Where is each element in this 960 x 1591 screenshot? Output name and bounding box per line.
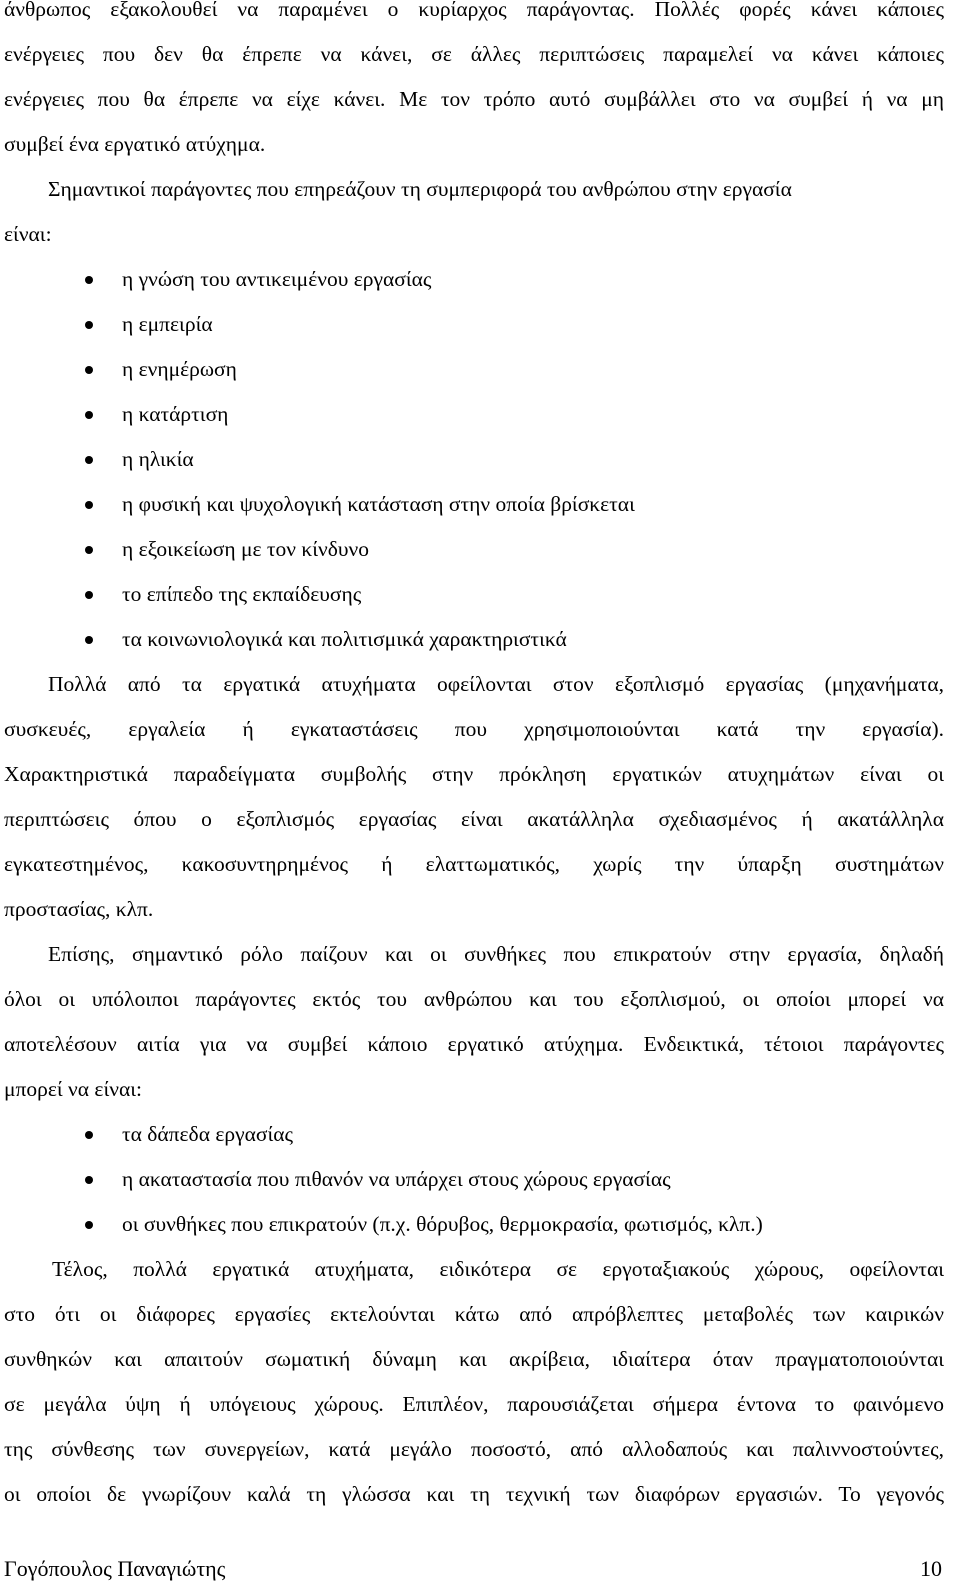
text-line: είναι: <box>4 222 52 246</box>
bullet-icon <box>85 546 93 554</box>
list-item: η γνώση του αντικειμένου εργασίας <box>4 257 944 302</box>
text-line: αποτελέσουν αιτία για να συμβεί κάποιο εργατικό ατύχημα. Ενδεικτικά, τέτοιοι παράγοντες <box>4 1032 944 1056</box>
paragraph-behavior-factors <box>4 167 944 257</box>
bullet-icon <box>85 276 93 284</box>
paragraph-weather-workers <box>4 1247 944 1517</box>
text-line: συσκευές, εργαλεία ή εγκαταστάσεις που χρησιμοποιούνται κατά την εργασία). <box>4 717 944 741</box>
text-line: μπορεί να είναι: <box>4 1077 142 1101</box>
paragraph-conditions <box>4 932 944 1112</box>
text-line: συμβεί ένα εργατικό ατύχημα. <box>4 132 266 156</box>
bullet-icon <box>85 1221 93 1229</box>
list-item: η ακαταστασία που πιθανόν να υπάρχει στους χώρους εργασίας <box>4 1157 944 1202</box>
list-item: η ενημέρωση <box>4 347 944 392</box>
bullet-icon <box>85 591 93 599</box>
list-item: η εμπειρία <box>4 302 944 347</box>
text-line: περιπτώσεις όπου ο εξοπλισμός εργασίας είναι ακατάλληλα σχεδιασμένος ή ακατάλληλα <box>4 807 944 831</box>
text-line: όλοι οι υπόλοιποι παράγοντες εκτός του ανθρώπου και του εξοπλισμού, οι οποίοι μπορεί να <box>4 987 944 1011</box>
list-item: η εξοικείωση με τον κίνδυνο <box>4 527 944 572</box>
footer-author: Γογόπουλος Παναγιώτης <box>4 1556 226 1581</box>
bullet-icon <box>85 411 93 419</box>
text-line: Σημαντικοί παράγοντες που επηρεάζουν τη συμπεριφορά του ανθρώπου στην εργασία <box>48 177 792 201</box>
bullet-icon <box>85 366 93 374</box>
text-line: Χαρακτηριστικά παραδείγματα συμβολής στην πρόκληση εργατικών ατυχημάτων είναι οι <box>4 762 944 786</box>
text-line: σε μεγάλα ύψη ή υπόγειους χώρους. Επιπλέον, παρουσιάζεται σήμερα έντονα το φαινόμενο <box>4 1392 944 1416</box>
bullet-list-behavior-factors <box>4 257 944 662</box>
text-line: άνθρωπος εξακολουθεί να παραμένει ο κυρίαρχος παράγοντας. Πολλές φορές κάνει κάποιες <box>4 0 944 21</box>
paragraph-equipment <box>4 662 944 932</box>
bullet-icon <box>85 501 93 509</box>
list-item: η ηλικία <box>4 437 944 482</box>
text-line: Επίσης, σημαντικό ρόλο παίζουν και οι συνθήκες που επικρατούν στην εργασία, δηλαδή <box>48 942 944 966</box>
list-item: το επίπεδο της εκπαίδευσης <box>4 572 944 617</box>
text-line: στο ότι οι διάφορες εργασίες εκτελούνται κάτω από απρόβλεπτες μεταβολές των καιρικών <box>4 1302 944 1326</box>
text-line: της σύνθεσης των συνεργείων, κατά μεγάλο ποσοστό, από αλλοδαπούς και παλιννοστούντες, <box>4 1437 944 1461</box>
list-item: τα δάπεδα εργασίας <box>4 1112 944 1157</box>
bullet-list-conditions <box>4 1112 944 1247</box>
paragraph-human-factor <box>4 0 944 167</box>
text-line: ενέργειες που δεν θα έπρεπε να κάνει, σε άλλες περιπτώσεις παραμελεί να κάνει κάποιες <box>4 42 944 66</box>
bullet-icon <box>85 1131 93 1139</box>
text-line: συνθηκών και απαιτούν σωματική δύναμη και ακρίβεια, ιδιαίτερα όταν πραγματοποιούνται <box>4 1347 944 1371</box>
bullet-icon <box>85 321 93 329</box>
list-item: οι συνθήκες που επικρατούν (π.χ. θόρυβος, θερμοκρασία, φωτισμός, κλπ.) <box>4 1202 944 1247</box>
bullet-icon <box>85 1176 93 1184</box>
list-item: η κατάρτιση <box>4 392 944 437</box>
text-line: Πολλά από τα εργατικά ατυχήματα οφείλονται στον εξοπλισμό εργασίας (μηχανήματα, <box>48 672 944 696</box>
page-number: 10 <box>920 1556 942 1581</box>
text-line: εγκατεστημένος, κακοσυντηρημένος ή ελαττωματικός, χωρίς την ύπαρξη συστημάτων <box>4 852 944 876</box>
bullet-icon <box>85 456 93 464</box>
text-line: προστασίας, κλπ. <box>4 897 154 921</box>
document-page <box>4 0 944 1517</box>
page-footer <box>4 1552 942 1586</box>
list-item: τα κοινωνιολογικά και πολιτισμικά χαρακτηριστικά <box>4 617 944 662</box>
text-line: Τέλος, πολλά εργατικά ατυχήματα, ειδικότερα σε εργοταξιακούς χώρους, οφείλονται <box>52 1257 944 1281</box>
text-line: ενέργειες που θα έπρεπε να είχε κάνει. Με τον τρόπο αυτό συμβάλλει στο να συμβεί ή να μη <box>4 87 944 111</box>
bullet-icon <box>85 636 93 644</box>
list-item: η φυσική και ψυχολογική κατάσταση στην οποία βρίσκεται <box>4 482 944 527</box>
text-line: οι οποίοι δε γνωρίζουν καλά τη γλώσσα και τη τεχνική των διαφόρων εργασιών. Το γεγονός <box>4 1482 944 1506</box>
